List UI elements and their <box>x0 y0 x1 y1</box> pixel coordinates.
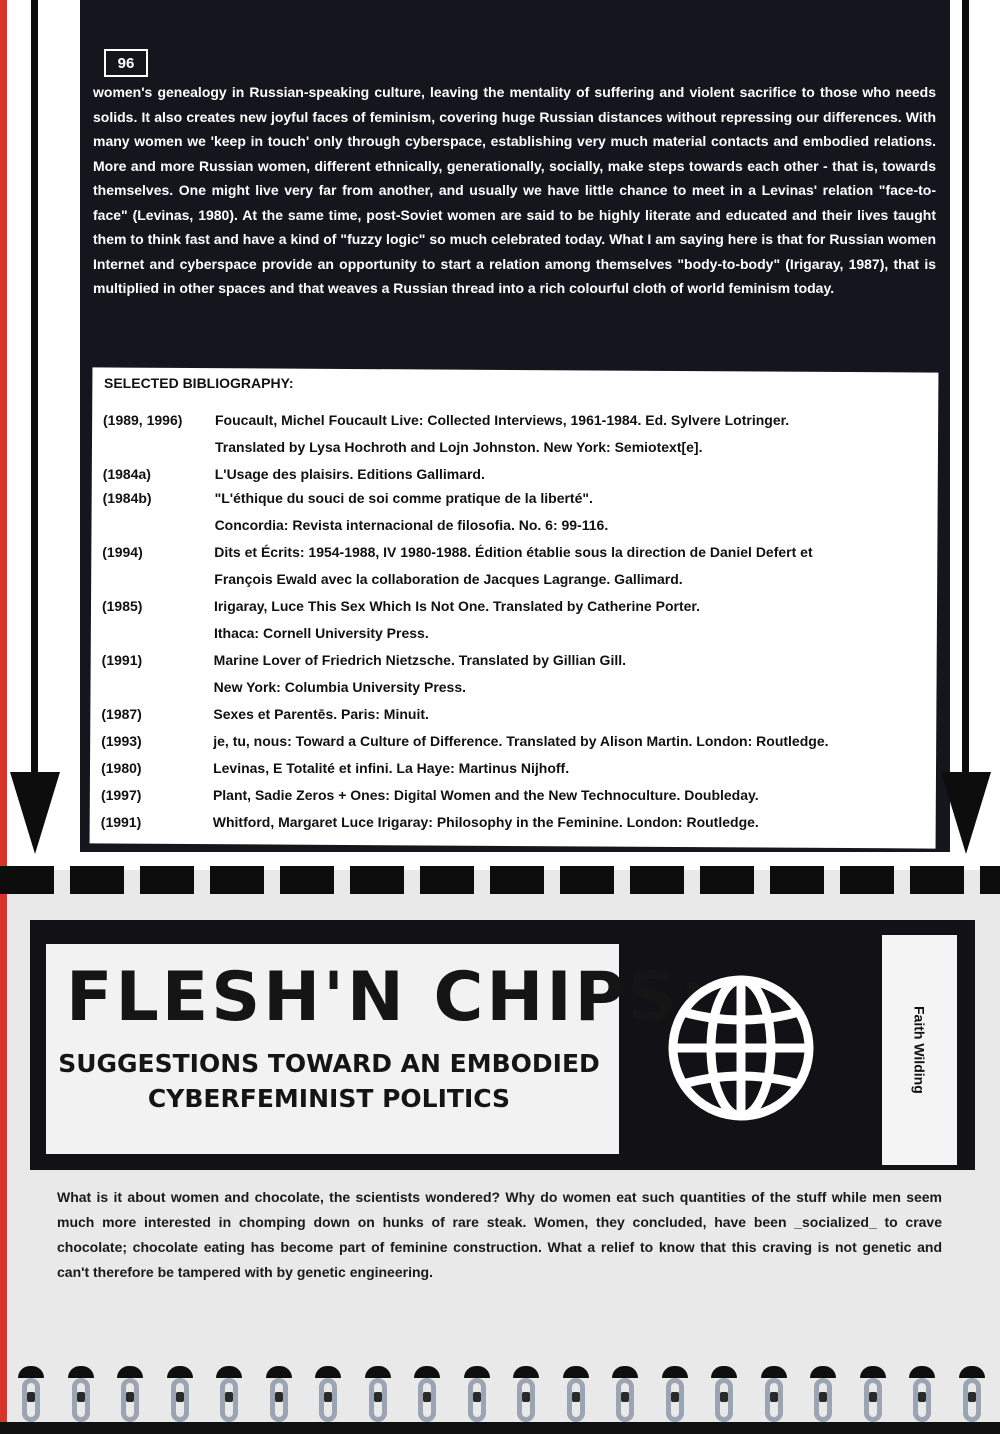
coil-gap <box>473 1392 481 1402</box>
bibliography-year: (1991) <box>101 652 143 668</box>
coil-gap <box>126 1392 134 1402</box>
bibliography-year: (1987) <box>101 706 142 722</box>
binding-hole <box>761 1366 787 1378</box>
coil-gap <box>77 1392 85 1402</box>
article-subtitle <box>58 1046 600 1116</box>
binding-hole <box>711 1366 737 1378</box>
coil-gap <box>374 1392 382 1402</box>
binding-hole <box>266 1366 292 1378</box>
coil-gap <box>275 1392 283 1402</box>
binding-hole <box>563 1366 589 1378</box>
left-arrow-shaft <box>31 0 38 790</box>
bibliography-year: (1989, 1996) <box>103 412 183 428</box>
coil-gap <box>819 1392 827 1402</box>
bibliography-citation: "L'éthique du souci de soi comme pratique de la liberté". <box>214 490 593 506</box>
binding-hole <box>167 1366 193 1378</box>
right-arrow-shaft <box>962 0 969 790</box>
coil-gap <box>968 1392 976 1402</box>
binding-hole <box>810 1366 836 1378</box>
binding-hole <box>959 1366 985 1378</box>
bibliography-citation: Whitford, Margaret Luce Irigaray: Philosophy in the Feminine. London: Routledge. <box>212 814 759 830</box>
left-arrow-down-icon <box>10 772 60 854</box>
binding-hole <box>513 1366 539 1378</box>
bibliography-citation: New York: Columbia University Press. <box>213 679 467 695</box>
binding-hole <box>612 1366 638 1378</box>
bibliography-year: (1984a) <box>102 466 151 482</box>
author-name: Faith Wilding <box>911 1006 928 1094</box>
body-paragraph: women's genealogy in Russian-speaking culture, leaving the mentality of suffering and violent sacrifice to those who needs solids. It also creates new joyful faces of feminism, covering huge Russian distances without repressing our differences. With many women we 'keep in touch' only through cyberspace, establishing very much material contacts and embodied relations. More and more Russian women, different ethnically, generationally, socially, make steps towards each other - that is, towards themselves. One might live very far from another, and usually we have little chance to meet in a Levinas' relation "face-to-face" (Levinas, 1980). At the same time, post-Soviet women are said to be highly literate and educated and their lives taught them to think fast and have a kind of "fuzzy logic" so much celebrated today. What I am saying here is that for Russian women Internet and cyberspace provide an opportunity to start a relation among themselves "body-to-body" (Irigaray, 1987), that is multiplied in other spaces and that weaves a Russian thread into a rich colourful cloth of world feminism today. <box>93 84 936 296</box>
binding-hole <box>18 1366 44 1378</box>
spiral-binding <box>0 1366 1000 1434</box>
bibliography-year: (1991) <box>100 814 142 830</box>
bibliography-citation: Ithaca: Cornell University Press. <box>213 625 429 641</box>
bibliography-citation: Sexes et Parentēs. Paris: Minuit. <box>213 706 429 722</box>
subtitle-line-1: SUGGESTIONS TOWARD AN EMBODIED <box>58 1049 600 1078</box>
bibliography-citation: Translated by Lysa Hochroth and Lojn Johnston. New York: Semiotext[e]. <box>215 439 703 455</box>
binding-hole <box>909 1366 935 1378</box>
bibliography-citation: je, tu, nous: Toward a Culture of Difference. Translated by Alison Martin. London: Routledge. <box>213 733 829 749</box>
bibliography-citation: François Ewald avec la collaboration de Jacques Lagrange. Gallimard. <box>214 571 683 587</box>
binding-hole <box>662 1366 688 1378</box>
page-number: 96 <box>104 49 148 77</box>
coil-gap <box>770 1392 778 1402</box>
bibliography-year: (1985) <box>101 598 143 614</box>
right-arrow-down-icon <box>941 772 991 854</box>
binding-hole <box>315 1366 341 1378</box>
binding-hole <box>414 1366 440 1378</box>
coil-gap <box>720 1392 728 1402</box>
bibliography-citation: Plant, Sadie Zeros + Ones: Digital Women and the New Technoculture. Doubleday. <box>212 787 759 803</box>
bibliography-citation: L'Usage des plaisirs. Editions Gallimard. <box>214 466 485 482</box>
coil-gap <box>671 1392 679 1402</box>
coil-gap <box>918 1392 926 1402</box>
bibliography-citation: Marine Lover of Friedrich Nietzsche. Translated by Gillian Gill. <box>213 652 627 668</box>
bibliography-year: (1980) <box>101 760 142 776</box>
bibliography-citation: Foucault, Michel Foucault Live: Collected Interviews, 1961-1984. Ed. Sylvere Lotringer. <box>215 412 790 428</box>
bibliography-year: (1984b) <box>102 490 152 506</box>
globe-icon <box>665 972 817 1124</box>
binding-hole <box>860 1366 886 1378</box>
bibliography-year: (1994) <box>102 544 143 560</box>
dashed-divider <box>0 866 1000 894</box>
coil-gap <box>869 1392 877 1402</box>
coil-gap <box>27 1392 35 1402</box>
binding-hole <box>68 1366 94 1378</box>
coil-gap <box>423 1392 431 1402</box>
bibliography-citation: Levinas, E Totalité et infini. La Haye: Martinus Nijhoff. <box>213 760 570 776</box>
bibliography-citation: Concordia: Revista internacional de filosofia. No. 6: 99-116. <box>214 517 609 533</box>
article-title: FLESH'N CHIPS: <box>66 958 710 1037</box>
coil-gap <box>324 1392 332 1402</box>
article-intro: What is it about women and chocolate, the scientists wondered? Why do women eat such quantities of the stuff while men seem much more interested in chomping down on hunks of rare steak. Women, they concluded, have been _socialized_ to crave chocolate; chocolate eating has become part of feminine construction. What a relief to know that this craving is not genetic and can't therefore be tampered with by genetic engineering. <box>57 1189 942 1280</box>
binding-hole <box>464 1366 490 1378</box>
bibliography-citation: Irigaray, Luce This Sex Which Is Not One. Translated by Catherine Porter. <box>213 598 700 614</box>
binding-hole <box>117 1366 143 1378</box>
bibliography-heading: SELECTED BIBLIOGRAPHY: <box>104 375 294 391</box>
binding-hole <box>365 1366 391 1378</box>
bibliography-citation: Dits et Écrits: 1954-1988, IV 1980-1988. Édition établie sous la direction de Daniel Defert et <box>214 544 813 560</box>
coil-gap <box>572 1392 580 1402</box>
binding-bar <box>0 1422 1000 1434</box>
binding-hole <box>216 1366 242 1378</box>
coil-gap <box>225 1392 233 1402</box>
coil-gap <box>522 1392 530 1402</box>
coil-gap <box>176 1392 184 1402</box>
bibliography-year: (1997) <box>100 787 142 803</box>
subtitle-line-2: CYBERFEMINIST POLITICS <box>147 1084 511 1113</box>
bibliography-year: (1993) <box>101 733 142 749</box>
coil-gap <box>621 1392 629 1402</box>
